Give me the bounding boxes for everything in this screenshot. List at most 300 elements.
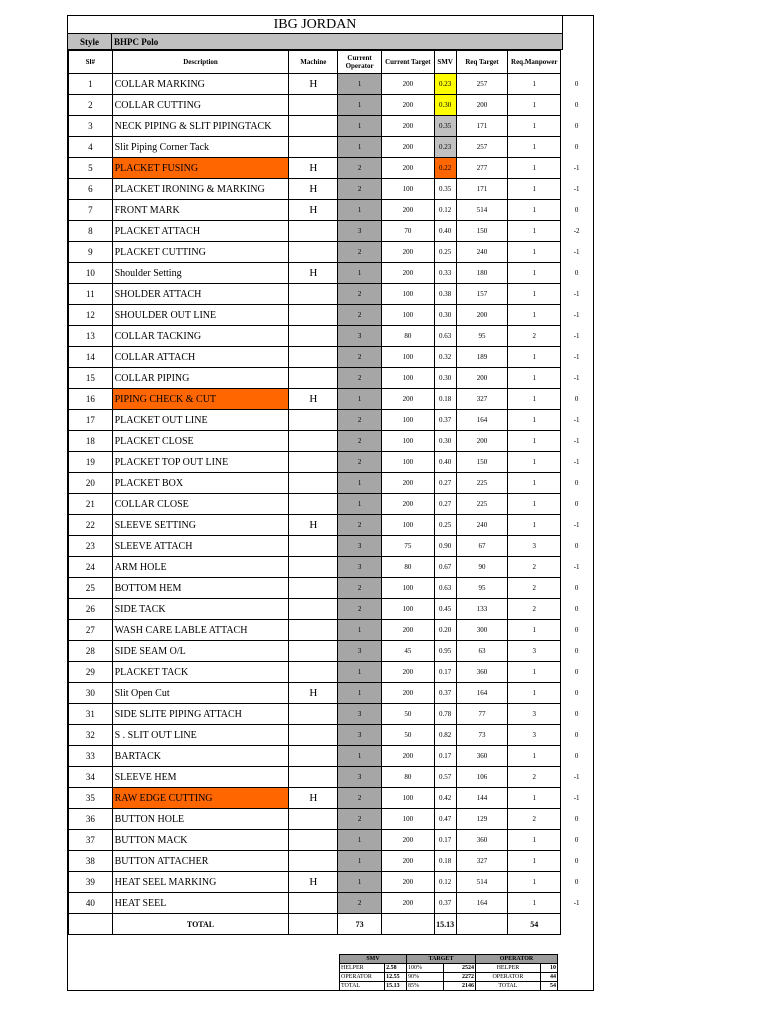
row-balance: 0 [574, 689, 579, 697]
row-balance: 0 [574, 122, 579, 130]
table-row [69, 599, 593, 620]
row-machine [289, 494, 338, 515]
row-smv: 0.35 [434, 116, 456, 137]
operations-body [69, 74, 593, 914]
row-req-manpower: 2 [508, 767, 561, 788]
row-sl-number: 11 [69, 284, 113, 305]
row-balance: 0 [574, 101, 579, 109]
table-row [69, 389, 593, 410]
row-balance: -1 [573, 374, 580, 382]
row-description: BUTTON MACK [112, 830, 289, 851]
table-row [69, 200, 593, 221]
operation-breakdown-sheet [67, 15, 594, 991]
table-row [69, 662, 593, 683]
row-sl-number: 2 [69, 95, 113, 116]
row-req-manpower: 1 [508, 410, 561, 431]
row-description: COLLAR MARKING [112, 74, 289, 95]
row-current-operator: 1 [338, 200, 382, 221]
row-current-operator: 3 [338, 536, 382, 557]
row-current-operator: 1 [338, 662, 382, 683]
row-req-target: 157 [456, 284, 508, 305]
row-description: BOTTOM HEM [112, 578, 289, 599]
row-req-target: 95 [456, 326, 508, 347]
sheet-title: IBG JORDAN [68, 16, 563, 34]
summary-target-percent: 90% [407, 973, 444, 982]
row-description: Shoulder Setting [112, 263, 289, 284]
row-sl-number: 24 [69, 557, 113, 578]
row-sl-number: 12 [69, 305, 113, 326]
table-row [69, 683, 593, 704]
row-machine [289, 557, 338, 578]
header-description: Description [112, 51, 289, 74]
table-row [69, 116, 593, 137]
row-description: Slit Piping Corner Tack [112, 137, 289, 158]
row-req-manpower: 1 [508, 242, 561, 263]
row-current-target: 200 [382, 116, 435, 137]
style-row [68, 34, 563, 50]
row-machine [289, 578, 338, 599]
row-smv: 0.32 [434, 347, 456, 368]
row-smv: 0.17 [434, 746, 456, 767]
table-row [69, 725, 593, 746]
row-current-operator: 1 [338, 473, 382, 494]
header-current-target: Current Target [382, 51, 435, 74]
row-balance: -1 [573, 458, 580, 466]
row-sl-number: 17 [69, 410, 113, 431]
row-description: NECK PIPING & SLIT PIPINGTACK [112, 116, 289, 137]
row-smv: 0.12 [434, 872, 456, 893]
table-row [69, 494, 593, 515]
table-row [69, 158, 593, 179]
row-req-target: 200 [456, 368, 508, 389]
row-smv: 0.23 [434, 74, 456, 95]
summary-row [340, 982, 558, 991]
row-machine [289, 221, 338, 242]
row-current-operator: 2 [338, 578, 382, 599]
row-description: SIDE TACK [112, 599, 289, 620]
row-smv: 0.42 [434, 788, 456, 809]
table-row [69, 767, 593, 788]
row-current-operator: 2 [338, 788, 382, 809]
row-balance: -1 [573, 437, 580, 445]
row-req-target: 63 [456, 641, 508, 662]
row-current-target: 100 [382, 452, 435, 473]
row-machine [289, 536, 338, 557]
row-current-target: 100 [382, 578, 435, 599]
row-sl-number: 15 [69, 368, 113, 389]
table-row [69, 263, 593, 284]
row-req-target: 514 [456, 200, 508, 221]
table-row [69, 74, 593, 95]
row-balance: -1 [573, 899, 580, 907]
row-current-target: 200 [382, 473, 435, 494]
row-description: PLACKET OUT LINE [112, 410, 289, 431]
row-current-target: 100 [382, 809, 435, 830]
row-balance: 0 [574, 605, 579, 613]
row-req-manpower: 2 [508, 578, 561, 599]
row-balance: 0 [574, 815, 579, 823]
row-balance: 0 [574, 395, 579, 403]
row-req-target: 144 [456, 788, 508, 809]
row-balance: 0 [574, 143, 579, 151]
row-current-target: 100 [382, 515, 435, 536]
table-row [69, 641, 593, 662]
summary-header-target: TARGET [407, 955, 476, 964]
row-smv: 0.40 [434, 452, 456, 473]
row-current-operator: 1 [338, 851, 382, 872]
row-machine: H [289, 200, 338, 221]
table-row [69, 347, 593, 368]
row-req-target: 73 [456, 725, 508, 746]
row-req-manpower: 1 [508, 893, 561, 914]
summary-target-percent: 100% [407, 964, 444, 973]
row-current-target: 200 [382, 662, 435, 683]
summary-operator-value: 44 [540, 973, 557, 982]
row-req-target: 67 [456, 536, 508, 557]
row-smv: 0.33 [434, 263, 456, 284]
row-current-operator: 1 [338, 494, 382, 515]
row-smv: 0.63 [434, 326, 456, 347]
row-sl-number: 33 [69, 746, 113, 767]
row-balance: -1 [573, 416, 580, 424]
row-req-target: 150 [456, 452, 508, 473]
row-current-target: 200 [382, 893, 435, 914]
row-req-manpower: 3 [508, 725, 561, 746]
row-balance: -1 [573, 773, 580, 781]
table-row [69, 452, 593, 473]
row-description: PLACKET TOP OUT LINE [112, 452, 289, 473]
row-req-target: 200 [456, 95, 508, 116]
row-req-target: 164 [456, 893, 508, 914]
row-current-target: 200 [382, 830, 435, 851]
row-req-manpower: 1 [508, 515, 561, 536]
table-row [69, 137, 593, 158]
row-description: PLACKET ATTACH [112, 221, 289, 242]
row-sl-number: 16 [69, 389, 113, 410]
row-description: COLLAR CUTTING [112, 95, 289, 116]
summary-operator-value: 54 [540, 982, 557, 991]
table-row [69, 410, 593, 431]
row-current-target: 200 [382, 158, 435, 179]
row-sl-number: 10 [69, 263, 113, 284]
row-sl-number: 14 [69, 347, 113, 368]
row-current-target: 50 [382, 725, 435, 746]
row-balance: 0 [574, 584, 579, 592]
total-smv: 15.13 [434, 914, 456, 935]
row-sl-number: 21 [69, 494, 113, 515]
row-req-target: 240 [456, 242, 508, 263]
row-smv: 0.18 [434, 851, 456, 872]
row-smv: 0.63 [434, 578, 456, 599]
row-req-target: 225 [456, 473, 508, 494]
row-current-target: 80 [382, 557, 435, 578]
table-row [69, 872, 593, 893]
row-req-target: 257 [456, 74, 508, 95]
row-smv: 0.67 [434, 557, 456, 578]
row-current-target: 100 [382, 368, 435, 389]
row-smv: 0.40 [434, 221, 456, 242]
row-machine [289, 473, 338, 494]
row-req-target: 90 [456, 557, 508, 578]
summary-target-value: 2524 [443, 964, 475, 973]
row-machine [289, 452, 338, 473]
row-current-operator: 1 [338, 620, 382, 641]
table-row [69, 326, 593, 347]
row-sl-number: 35 [69, 788, 113, 809]
row-current-operator: 3 [338, 725, 382, 746]
summary-operator-label: TOTAL [476, 982, 541, 991]
row-req-target: 225 [456, 494, 508, 515]
row-current-target: 100 [382, 305, 435, 326]
row-description: PLACKET BOX [112, 473, 289, 494]
summary-smv-label: OPERATOR [340, 973, 385, 982]
row-current-target: 50 [382, 704, 435, 725]
row-sl-number: 36 [69, 809, 113, 830]
row-current-operator: 1 [338, 263, 382, 284]
row-current-operator: 2 [338, 410, 382, 431]
summary-target-value: 2272 [443, 973, 475, 982]
row-current-operator: 1 [338, 830, 382, 851]
row-req-manpower: 1 [508, 683, 561, 704]
row-description: COLLAR PIPING [112, 368, 289, 389]
row-current-target: 100 [382, 431, 435, 452]
row-current-target: 200 [382, 494, 435, 515]
total-blank-extra [561, 914, 593, 935]
row-req-target: 327 [456, 851, 508, 872]
row-req-manpower: 1 [508, 284, 561, 305]
row-sl-number: 32 [69, 725, 113, 746]
row-req-target: 106 [456, 767, 508, 788]
row-smv: 0.27 [434, 473, 456, 494]
row-current-operator: 2 [338, 284, 382, 305]
row-machine [289, 893, 338, 914]
row-balance: 0 [574, 857, 579, 865]
row-req-target: 171 [456, 179, 508, 200]
row-machine: H [289, 788, 338, 809]
row-req-manpower: 2 [508, 326, 561, 347]
row-req-manpower: 1 [508, 158, 561, 179]
row-balance: -2 [573, 227, 580, 235]
style-label: Style [68, 34, 112, 49]
row-smv: 0.23 [434, 137, 456, 158]
table-row [69, 788, 593, 809]
table-row [69, 704, 593, 725]
row-req-target: 360 [456, 662, 508, 683]
row-req-manpower: 1 [508, 179, 561, 200]
row-balance: 0 [574, 479, 579, 487]
summary-smv-value: 2.58 [385, 964, 407, 973]
row-description: PLACKET FUSING [112, 158, 289, 179]
row-sl-number: 34 [69, 767, 113, 788]
row-current-target: 100 [382, 788, 435, 809]
summary-smv-label: TOTAL [340, 982, 385, 991]
row-description: S . SLIT OUT LINE [112, 725, 289, 746]
row-req-target: 77 [456, 704, 508, 725]
row-current-operator: 2 [338, 809, 382, 830]
table-row [69, 179, 593, 200]
row-current-operator: 3 [338, 326, 382, 347]
row-smv: 0.12 [434, 200, 456, 221]
summary-header-row [340, 955, 558, 964]
row-current-target: 200 [382, 851, 435, 872]
row-smv: 0.18 [434, 389, 456, 410]
table-row [69, 368, 593, 389]
row-smv: 0.30 [434, 431, 456, 452]
row-smv: 0.57 [434, 767, 456, 788]
row-description: BUTTON ATTACHER [112, 851, 289, 872]
row-machine [289, 410, 338, 431]
table-row [69, 473, 593, 494]
row-req-manpower: 1 [508, 788, 561, 809]
row-current-operator: 2 [338, 179, 382, 200]
row-description: SIDE SLITE PIPING ATTACH [112, 704, 289, 725]
row-description: PLACKET IRONING & MARKING [112, 179, 289, 200]
row-balance: 0 [574, 626, 579, 634]
row-description: PLACKET CLOSE [112, 431, 289, 452]
row-req-manpower: 1 [508, 389, 561, 410]
row-sl-number: 31 [69, 704, 113, 725]
row-machine [289, 704, 338, 725]
row-machine: H [289, 389, 338, 410]
table-row [69, 809, 593, 830]
header-sl: Sl# [69, 51, 113, 74]
row-sl-number: 1 [69, 74, 113, 95]
row-sl-number: 4 [69, 137, 113, 158]
row-sl-number: 13 [69, 326, 113, 347]
table-row [69, 536, 593, 557]
row-req-manpower: 1 [508, 95, 561, 116]
row-req-target: 164 [456, 410, 508, 431]
row-description: WASH CARE LABLE ATTACH [112, 620, 289, 641]
row-description: HEAT SEEL [112, 893, 289, 914]
row-req-target: 257 [456, 137, 508, 158]
row-sl-number: 29 [69, 662, 113, 683]
row-req-manpower: 1 [508, 200, 561, 221]
row-description: FRONT MARK [112, 200, 289, 221]
row-req-manpower: 1 [508, 137, 561, 158]
row-current-target: 200 [382, 872, 435, 893]
row-current-target: 80 [382, 767, 435, 788]
summary-smv-label: HELPER [340, 964, 385, 973]
row-current-target: 200 [382, 389, 435, 410]
row-balance: 0 [574, 269, 579, 277]
row-machine [289, 116, 338, 137]
row-req-manpower: 1 [508, 746, 561, 767]
summary-target-value: 2146 [443, 982, 475, 991]
row-sl-number: 5 [69, 158, 113, 179]
row-current-target: 200 [382, 263, 435, 284]
row-req-manpower: 1 [508, 494, 561, 515]
row-req-manpower: 3 [508, 641, 561, 662]
row-req-target: 189 [456, 347, 508, 368]
row-machine: H [289, 74, 338, 95]
table-row [69, 578, 593, 599]
summary-operator-label: OPERATOR [476, 973, 541, 982]
row-balance: -1 [573, 248, 580, 256]
row-current-target: 70 [382, 221, 435, 242]
row-balance: 0 [574, 206, 579, 214]
row-description: ARM HOLE [112, 557, 289, 578]
total-blank-sl [69, 914, 113, 935]
row-req-manpower: 1 [508, 221, 561, 242]
row-current-operator: 1 [338, 74, 382, 95]
row-machine: H [289, 515, 338, 536]
row-current-operator: 1 [338, 137, 382, 158]
table-row [69, 893, 593, 914]
row-req-target: 150 [456, 221, 508, 242]
row-smv: 0.30 [434, 368, 456, 389]
summary-smv-value: 12.55 [385, 973, 407, 982]
row-description: SIDE SEAM O/L [112, 641, 289, 662]
row-description: BARTACK [112, 746, 289, 767]
row-req-target: 327 [456, 389, 508, 410]
row-current-target: 200 [382, 95, 435, 116]
row-current-target: 200 [382, 200, 435, 221]
row-balance: 0 [574, 500, 579, 508]
row-balance: 0 [574, 836, 579, 844]
row-req-manpower: 1 [508, 452, 561, 473]
row-smv: 0.37 [434, 683, 456, 704]
row-req-target: 129 [456, 809, 508, 830]
row-description: RAW EDGE CUTTING [112, 788, 289, 809]
row-current-operator: 1 [338, 116, 382, 137]
row-description: COLLAR ATTACH [112, 347, 289, 368]
row-machine [289, 620, 338, 641]
row-req-manpower: 2 [508, 809, 561, 830]
row-balance: -1 [573, 311, 580, 319]
total-manpower: 54 [508, 914, 561, 935]
row-sl-number: 23 [69, 536, 113, 557]
table-row [69, 851, 593, 872]
row-current-operator: 2 [338, 452, 382, 473]
header-blank [561, 51, 593, 74]
total-blank-target [382, 914, 435, 935]
row-balance: 0 [574, 542, 579, 550]
row-sl-number: 6 [69, 179, 113, 200]
row-current-target: 200 [382, 746, 435, 767]
row-sl-number: 39 [69, 872, 113, 893]
row-balance: -1 [573, 290, 580, 298]
row-machine [289, 641, 338, 662]
row-balance: 0 [574, 80, 579, 88]
row-balance: 0 [574, 710, 579, 718]
row-description: SHOULDER OUT LINE [112, 305, 289, 326]
row-current-operator: 2 [338, 158, 382, 179]
row-description: PIPING CHECK & CUT [112, 389, 289, 410]
row-smv: 0.38 [434, 284, 456, 305]
row-current-target: 100 [382, 410, 435, 431]
row-current-target: 200 [382, 620, 435, 641]
table-row [69, 431, 593, 452]
row-machine [289, 326, 338, 347]
row-req-manpower: 1 [508, 116, 561, 137]
row-current-operator: 1 [338, 872, 382, 893]
row-balance: -1 [573, 794, 580, 802]
row-smv: 0.25 [434, 515, 456, 536]
table-row [69, 620, 593, 641]
total-operators: 73 [338, 914, 382, 935]
summary-header-operator: OPERATOR [476, 955, 558, 964]
table-row [69, 284, 593, 305]
row-current-operator: 2 [338, 347, 382, 368]
row-balance: -1 [573, 332, 580, 340]
table-row [69, 746, 593, 767]
row-description: SLEEVE HEM [112, 767, 289, 788]
row-req-manpower: 1 [508, 830, 561, 851]
row-req-manpower: 1 [508, 851, 561, 872]
row-smv: 0.35 [434, 179, 456, 200]
row-current-target: 100 [382, 347, 435, 368]
